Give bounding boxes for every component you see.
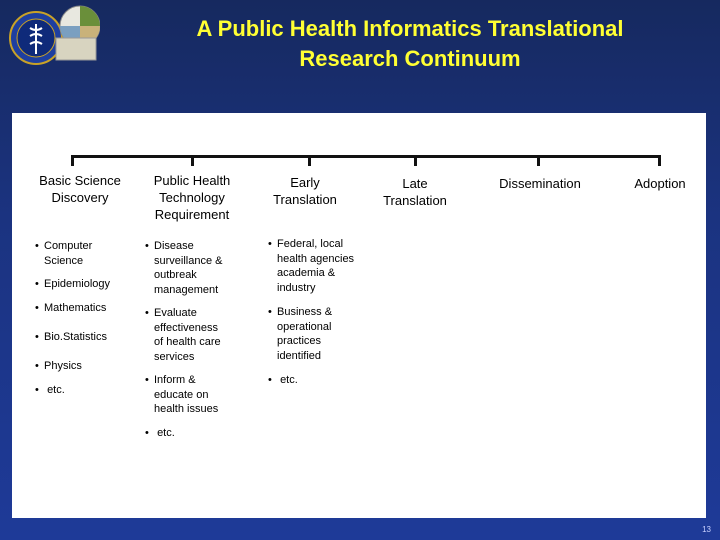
- header-line: Requirement: [154, 207, 230, 222]
- item-line: etc.: [280, 374, 298, 386]
- item-line: Physics: [44, 360, 82, 372]
- item-line: Science: [44, 254, 84, 267]
- slide-title: [120, 14, 700, 74]
- timeline-tick: [414, 155, 417, 166]
- column-header-dissemination: [480, 175, 600, 192]
- item-line: Business &: [277, 306, 333, 318]
- column-header-basic-science: [20, 172, 140, 206]
- logo-emblem: [8, 4, 100, 70]
- item-line: surveillance &: [154, 254, 223, 267]
- list-item: • Physics: [35, 360, 82, 372]
- list-item: • Evaluate effectiveness of health care services: [145, 307, 221, 363]
- timeline-tick: [658, 155, 661, 166]
- item-line: services: [154, 350, 195, 363]
- column-header-late-translation: [360, 175, 470, 209]
- item-line: Evaluate: [154, 307, 197, 319]
- header-line: Public Health: [153, 173, 231, 188]
- header-line: Dissemination: [499, 176, 581, 191]
- item-line: practices: [277, 335, 322, 347]
- item-line: etc.: [157, 427, 175, 439]
- item-line: Computer: [44, 240, 93, 252]
- item-line: Federal, local: [277, 238, 344, 250]
- list-item: • Computer Science: [35, 240, 93, 267]
- list-item: • Federal, local health agencies academia & industry: [268, 238, 355, 294]
- item-line: Epidemiology: [44, 278, 111, 290]
- item-line: health agencies: [277, 252, 355, 265]
- item-line: educate on: [154, 388, 209, 401]
- item-line: identified: [277, 349, 322, 362]
- header-line: Technology: [159, 190, 225, 205]
- item-line: management: [154, 283, 219, 296]
- item-line: Disease: [154, 240, 194, 252]
- slide-title-line1: A Public Health Informatics Translational: [196, 16, 624, 41]
- list-item: • Business & operational practices identified: [268, 306, 333, 362]
- column-header-early-translation: [250, 174, 360, 208]
- header-line: Translation: [273, 192, 337, 207]
- slide-title-line2: Research Continuum: [299, 46, 521, 71]
- list-item: • Disease surveillance & outbreak management: [145, 240, 223, 296]
- header-line: Late: [402, 176, 428, 191]
- item-line: academia &: [277, 267, 336, 279]
- column-header-adoption: [618, 175, 702, 192]
- content-panel: [12, 113, 706, 518]
- list-item: • Epidemiology: [35, 278, 111, 290]
- page-number: 13: [702, 525, 711, 534]
- list-item: • etc.: [268, 374, 298, 386]
- timeline-tick: [308, 155, 311, 166]
- item-line: Bio.Statistics: [44, 331, 107, 343]
- item-line: Inform &: [154, 374, 196, 386]
- timeline-tick: [191, 155, 194, 166]
- header-line: Discovery: [51, 190, 109, 205]
- header-line: Early: [290, 175, 320, 190]
- list-item: • Mathematics: [35, 302, 107, 314]
- list-item: • etc.: [145, 427, 175, 439]
- item-line: effectiveness: [154, 321, 219, 334]
- timeline-tick: [537, 155, 540, 166]
- list-item: • Bio.Statistics: [35, 331, 107, 343]
- item-line: Mathematics: [44, 302, 107, 314]
- item-line: operational: [277, 320, 332, 333]
- item-line: health issues: [154, 403, 219, 415]
- list-item: • Inform & educate on health issues: [145, 374, 219, 415]
- list-item: • etc.: [35, 384, 65, 396]
- continuum-timeline: [72, 155, 660, 158]
- header-line: Translation: [383, 193, 447, 208]
- timeline-tick: [71, 155, 74, 166]
- item-line: etc.: [47, 384, 65, 396]
- item-line: of health care: [154, 336, 221, 348]
- header-line: Adoption: [634, 176, 686, 191]
- item-line: industry: [277, 281, 316, 294]
- header-line: Basic Science: [39, 173, 121, 188]
- column-header-public-health: [132, 172, 252, 223]
- item-line: outbreak: [154, 269, 197, 281]
